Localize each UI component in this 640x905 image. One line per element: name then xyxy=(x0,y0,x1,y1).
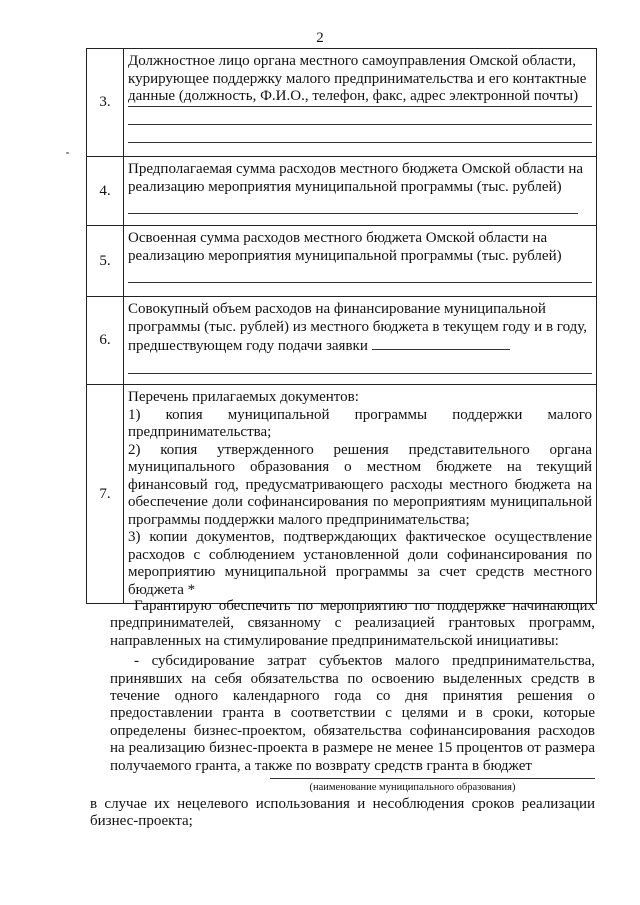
table-row xyxy=(87,226,597,297)
row-text-line-with-blank xyxy=(128,336,592,356)
paragraph: в случае их нецелевого использования и несоблюдения сроков реализации бизнес-проекта; xyxy=(90,796,595,830)
document-item: 3) копии документов, подтверждающих фактическое осуществление расходов с соблюдением установленной доли софинансирования по мероприятию муниципальной программы за счет средств местного бюджета * xyxy=(128,529,592,598)
row-number: 4. xyxy=(87,157,124,226)
row-text-line: Совокупный объем расходов на финансирование муниципальной xyxy=(128,301,546,317)
row-text-line: данные (должность, Ф.И.О., телефон, факс, адрес электронной почты) xyxy=(128,88,592,107)
row-number: 6. xyxy=(87,297,124,385)
row-text-line: реализацию мероприятия муниципальной программы (тыс. рублей) xyxy=(128,178,562,195)
guarantee-text xyxy=(90,598,595,831)
document-item: 1) копия муниципальной программы поддержки малого предпринимательства; xyxy=(128,406,592,440)
row-text-line: Предполагаемая сумма расходов местного бюджета Омской области на xyxy=(128,161,584,177)
application-form-table xyxy=(86,48,597,604)
table-row xyxy=(87,49,597,157)
fill-in-line[interactable] xyxy=(128,267,592,283)
table-row xyxy=(87,385,597,604)
fill-in-line[interactable] xyxy=(128,127,592,143)
row-text: предшествующем году подачи заявки xyxy=(128,338,368,354)
document-item: 2) копия утвержденного решения представительного органа муниципального образования о местном бюджете на текущий финансовый год, предусматривающего расходы местного бюджета на обеспечение доли софинансирования по мероприятиям муниципальной программы поддержки малого предпринимательства; xyxy=(128,441,592,528)
row-text-line: курирующее поддержку малого предпринимательства и его контактные xyxy=(128,70,587,87)
row-number: 7. xyxy=(87,385,124,604)
field-caption: (наименование муниципального образования) xyxy=(309,782,516,794)
row-text-line: программы (тыс. рублей) из местного бюджета в текущем году и в году, xyxy=(128,318,588,335)
row-content xyxy=(124,385,597,604)
fill-in-line[interactable] xyxy=(128,358,592,374)
fill-in-line[interactable] xyxy=(372,336,510,350)
row-number: 5. xyxy=(87,226,124,297)
fill-in-line[interactable] xyxy=(128,198,578,214)
scan-speck xyxy=(66,152,69,154)
page-number: 2 xyxy=(316,30,324,46)
row-content xyxy=(124,226,597,297)
row-text-line: Освоенная сумма расходов местного бюджета Омской области на xyxy=(128,230,548,246)
fill-in-line[interactable] xyxy=(128,109,592,125)
row-number: 3. xyxy=(87,49,124,157)
row-text-line: Должностное лицо органа местного самоуправления Омской области, xyxy=(128,53,576,69)
table-row xyxy=(87,157,597,226)
paragraph: Гарантирую обеспечить по мероприятию по поддержке начинающих предпринимателей, связанному с реализацией грантовых программ, направленных на стимулирование предпринимательской инициативы: xyxy=(110,598,595,649)
row-content xyxy=(124,49,597,157)
fill-in-line[interactable] xyxy=(270,778,595,779)
row-content xyxy=(124,297,597,385)
table-row xyxy=(87,297,597,385)
paragraph: - субсидирование затрат субъектов малого предпринимательства, принявших на себя обязательства по освоению выделенных средств в течение одного календарного года со дня принятия решения о предоставлении гранта в соответствии с целями и в сроки, которые определены бизнес-проектом, обязательства софинансирования расходов на реализацию бизнес-проекта в размере не менее 15 процентов от размера получаемого гранта, а также по возврату средств гранта в бюджет xyxy=(110,653,595,774)
row-text-line: реализацию мероприятия муниципальной программы (тыс. рублей) xyxy=(128,247,562,264)
documents-list-title: Перечень прилагаемых документов: xyxy=(128,389,359,405)
row-content xyxy=(124,157,597,226)
